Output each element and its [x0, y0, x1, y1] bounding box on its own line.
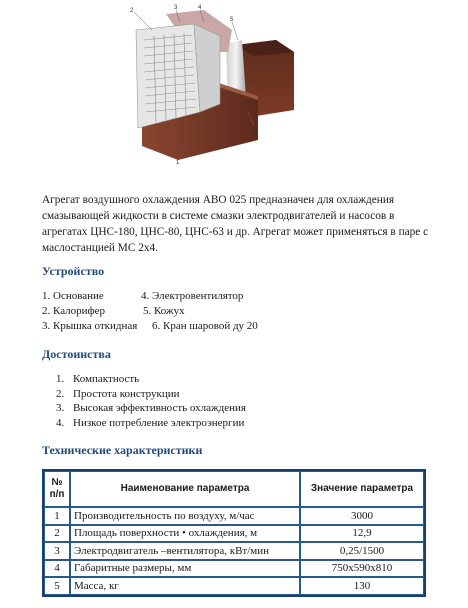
table-row: [44, 507, 424, 525]
cell-value: 3000: [300, 507, 424, 525]
table-row: [44, 577, 424, 595]
cooler-unit-illustration: [108, 0, 308, 168]
advantages-heading: Достоинства: [42, 347, 111, 361]
list-text: Высокая эффективность охлаждения: [73, 402, 246, 414]
header-number: № п/п: [44, 471, 70, 507]
callout-1: 1: [176, 160, 180, 166]
callout-6: 6: [254, 128, 258, 134]
cell-value: 0,25/1500: [300, 542, 424, 560]
product-figure: [108, 0, 308, 168]
table-header-row: [44, 471, 424, 507]
list-item: [56, 372, 246, 387]
part-label: 5. Кожух: [143, 305, 185, 317]
table-row: [44, 542, 424, 560]
list-item: [56, 416, 246, 431]
cell-parameter: Электродвигатель –вентилятора, кВт/мин: [70, 542, 300, 560]
specs-heading: Технические характеристики: [42, 443, 203, 457]
cell-parameter: Производительность по воздуху, м/час: [70, 507, 300, 525]
cell-value: 750х590х810: [300, 560, 424, 578]
callout-4: 4: [198, 5, 202, 11]
list-text: Низкое потребление электроэнергии: [73, 416, 245, 429]
part-label: 3. Крышка откидная: [42, 320, 138, 332]
cell-number: 1: [44, 507, 70, 525]
cell-parameter: Площадь поверхности • охлаждения, м: [70, 525, 300, 543]
part-label: 6. Кран шаровой ду 20: [152, 320, 258, 332]
cell-value: 130: [300, 577, 424, 595]
cell-number: 3: [44, 542, 70, 560]
header-value: Значение параметра: [300, 471, 424, 507]
callout-2: 2: [130, 8, 134, 14]
intro-paragraph: Агрегат воздушного охлаждения АВО 025 предназначен для охлаждения смазывающей жидкости в системе смазки электродвигателей и насосов в агрегатах ЦНС-180, ЦНС-80, ЦНС-63 и др. Агрегат может применяться в паре с маслостанцией МС 2х4.: [42, 194, 429, 254]
cell-number: 4: [44, 560, 70, 578]
list-number: 2.: [56, 387, 65, 400]
part-label: 4. Электровентилятор: [141, 290, 244, 302]
cell-parameter: Габаритные размеры, мм: [70, 560, 300, 578]
list-item: [56, 387, 246, 402]
table-row: [44, 560, 424, 578]
cell-number: 5: [44, 577, 70, 595]
advantages-list: [56, 372, 246, 430]
list-number: 4.: [56, 416, 65, 429]
list-number: 1.: [56, 373, 65, 385]
cell-number: 2: [44, 525, 70, 543]
device-heading: Устройство: [42, 264, 105, 278]
cell-parameter: Масса, кг: [70, 577, 300, 595]
specs-table: [42, 469, 426, 597]
list-text: Простота конструкции: [73, 387, 180, 400]
part-label: 2. Калорифер: [42, 305, 106, 317]
header-parameter: Наименование параметра: [70, 471, 300, 507]
callout-3: 3: [174, 5, 178, 11]
part-label: 1. Основание: [42, 290, 104, 302]
list-item: [56, 401, 246, 416]
cell-value: 12,9: [300, 525, 424, 543]
table-row: [44, 525, 424, 543]
list-text: Компактность: [73, 373, 140, 385]
callout-5: 5: [230, 17, 234, 23]
list-number: 3.: [56, 402, 65, 414]
